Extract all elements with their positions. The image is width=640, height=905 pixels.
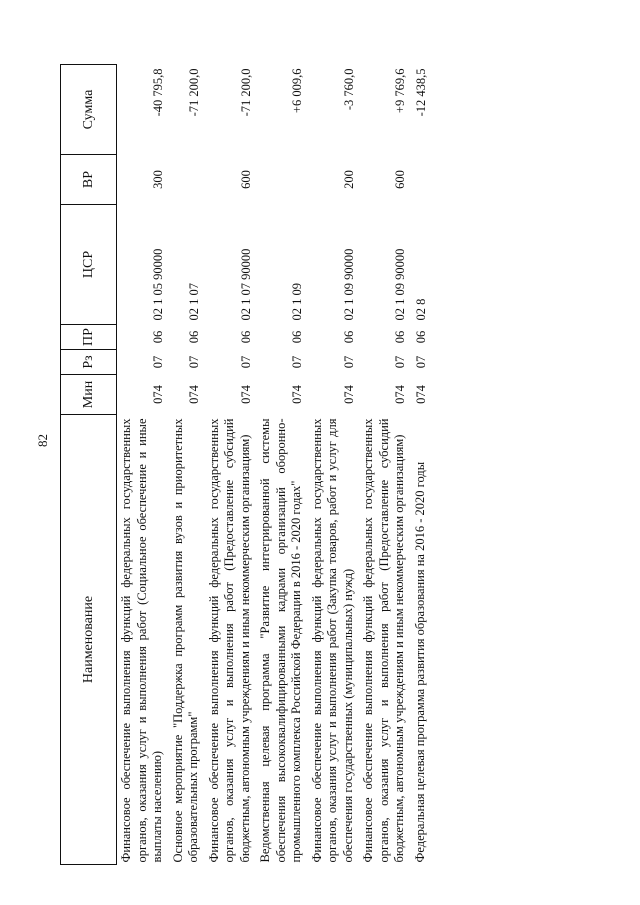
row-rz: 07: [341, 355, 356, 369]
row-rz: 07: [187, 355, 201, 369]
row-name: Финансовое обеспечение выполнения функций федеральных государственных органов, оказания услуг и выполнения работ (Социальное обеспечение и иные выплаты населению): [119, 418, 164, 863]
row-pr: 06: [290, 330, 304, 344]
row-name: Федеральная целевая программа развития образования на 2016 - 2020 годы: [412, 461, 427, 863]
row-rz: 07: [413, 355, 428, 369]
row-rz: 07: [238, 355, 253, 369]
row-sum: +6 009,6: [290, 68, 304, 114]
row-sum: -71 200,0: [238, 68, 253, 117]
row-sum: +9 769,6: [393, 68, 407, 114]
row-vr: [169, 155, 205, 205]
header-pr: ПР: [61, 325, 117, 350]
table-row: [117, 65, 169, 865]
row-pr: 06: [238, 330, 253, 344]
row-vr: [411, 155, 432, 205]
row-name: Ведомственная целевая программа "Развитие интегрированной системы обеспечения высококвалифицированными кадрами организаций оборонно-промышленного комплекса Российской Федерации в 2016 - 2020 годах": [258, 418, 303, 863]
header-sum: Сумма: [61, 65, 117, 155]
table-row: [411, 65, 432, 865]
table-row: [169, 65, 205, 865]
header-min: Мин: [61, 375, 117, 415]
row-min: 074: [238, 385, 253, 404]
row-csr: 02 1 09: [290, 283, 304, 321]
header-name: Наименование: [61, 415, 117, 865]
row-vr: [256, 155, 308, 205]
table-header-row: [61, 65, 117, 865]
row-sum: -40 795,8: [151, 68, 165, 117]
row-csr: 02 1 07 90000: [238, 248, 253, 321]
row-csr: 02 1 05 90000: [151, 248, 165, 321]
row-sum: -12 438,5: [413, 68, 428, 117]
row-pr: 06: [341, 330, 356, 344]
budget-table: [60, 64, 431, 865]
table-row: [359, 65, 411, 865]
row-name: Финансовое обеспечение выполнения функций федеральных государственных органов, оказания услуг и выполнения работ (Предоставление субсидий бюджетным, автономным учреждениям и иным некоммерческим организациям): [361, 418, 406, 863]
row-name: Финансовое обеспечение выполнения функций федеральных государственных органов, оказания услуг и выполнения работ (Предоставление субсидий бюджетным, автономным учреждениям и иным некоммерческим организациям): [206, 418, 252, 863]
page-number: 82: [35, 434, 50, 447]
row-sum: -71 200,0: [187, 68, 201, 117]
row-pr: 06: [413, 330, 428, 344]
row-pr: 06: [393, 330, 407, 344]
header-rz: Рз: [61, 350, 117, 375]
row-vr: 600: [393, 170, 407, 189]
row-vr: 200: [341, 170, 356, 189]
row-rz: 07: [290, 355, 304, 369]
row-min: 074: [341, 385, 356, 404]
row-min: 074: [413, 385, 428, 404]
row-min: 074: [151, 385, 165, 404]
row-csr: 02 1 09 90000: [341, 248, 356, 321]
row-vr: 300: [151, 170, 165, 189]
row-rz: 07: [151, 355, 165, 369]
row-csr: 02 1 09 90000: [393, 248, 407, 321]
row-name: Финансовое обеспечение выполнения функций федеральных государственных органов, оказания услуг и выполнения работ (Закупка товаров, работ и услуг для обеспечения государственных (муниципальных) нужд): [309, 418, 355, 863]
row-pr: 06: [187, 330, 201, 344]
row-min: 074: [393, 385, 407, 404]
header-csr: ЦСР: [61, 205, 117, 325]
row-min: 074: [290, 385, 304, 404]
table-row: [205, 65, 257, 865]
row-vr: 600: [238, 170, 253, 189]
row-csr: 02 8: [413, 298, 428, 321]
row-rz: 07: [393, 355, 407, 369]
row-sum: -3 760,0: [341, 68, 356, 111]
row-csr: 02 1 07: [187, 283, 201, 321]
table-row: [308, 65, 360, 865]
row-name: Основное мероприятие "Поддержка программ развития вузов и приоритетных образовательных программ": [170, 418, 200, 863]
header-vr: ВР: [61, 155, 117, 205]
table-row: [256, 65, 308, 865]
row-pr: 06: [151, 330, 165, 344]
rotated-page: [60, 65, 585, 865]
row-min: 074: [187, 385, 201, 404]
